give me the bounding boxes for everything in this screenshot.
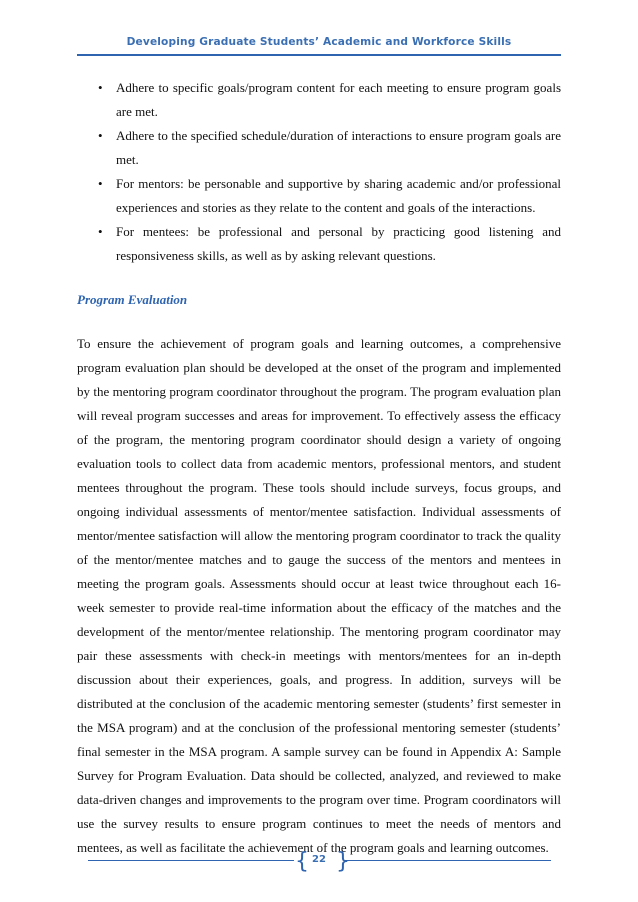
list-item-text: Adhere to the specified schedule/duration of interactions to ensure program goals are met. bbox=[116, 128, 561, 167]
list-item-text: For mentees: be professional and personal by practicing good listening and responsiveness skills, as well as by asking relevant questions. bbox=[116, 224, 561, 263]
footer-rule-left bbox=[88, 860, 294, 861]
section-heading: Program Evaluation bbox=[77, 292, 188, 307]
page-number: 22 bbox=[312, 854, 326, 865]
page-footer bbox=[0, 843, 638, 873]
list-item bbox=[77, 172, 561, 220]
running-header: Developing Graduate Students’ Academic and Workforce Skills bbox=[126, 36, 512, 48]
list-item-text: For mentors: be personable and supportive by sharing academic and/or professional experiences and stories as they relate to the content and goals of the interactions. bbox=[116, 176, 561, 215]
left-bracket-icon: { bbox=[295, 849, 309, 874]
footer-rule-right bbox=[344, 860, 551, 861]
list-item bbox=[77, 124, 561, 172]
bullet-icon: • bbox=[98, 80, 103, 95]
page-content bbox=[77, 76, 561, 860]
list-item-text: Adhere to specific goals/program content for each meeting to ensure program goals are met. bbox=[116, 80, 561, 119]
bullet-list bbox=[77, 76, 561, 268]
right-bracket-icon: } bbox=[336, 849, 350, 874]
bullet-icon: • bbox=[98, 224, 103, 239]
bullet-icon: • bbox=[98, 128, 103, 143]
bullet-icon: • bbox=[98, 176, 103, 191]
header-rule bbox=[77, 54, 561, 56]
list-item bbox=[77, 76, 561, 124]
body-paragraph: To ensure the achievement of program goals and learning outcomes, a comprehensive program evaluation plan should be developed at the onset of the program and implemented by the mentoring program coordinator throughout the program. The program evaluation plan will reveal program successes and areas for improvement. To effectively assess the efficacy of the program, the mentoring program coordinator should design a variety of ongoing evaluation tools to collect data from academic mentors, professional mentors, and student mentees throughout the program. These tools should include surveys, focus groups, and ongoing individual assessments of mentor/mentee satisfaction. Individual assessments of mentor/mentee satisfaction will allow the mentoring program coordinator to track the quality of the mentor/mentee matches and to gauge the success of the mentors and mentees in meeting the program goals. Assessments should occur at least twice throughout each 16-week semester to provide real-time information about the efficacy of the matches and the development of the mentor/mentee relationship. The mentoring program coordinator may pair these assessments with check-in meetings with mentors/mentees for an in-depth discussion about their experiences, goals, and progress. In addition, surveys will be distributed at the conclusion of the academic mentoring semester (students’ first semester in the MSA program) and at the conclusion of the professional mentoring semester (students’ final semester in the MSA program. A sample survey can be found in Appendix A: Sample Survey for Program Evaluation. Data should be collected, analyzed, and reviewed to make data-driven changes and improvements to the program over time. Program coordinators will use the survey results to ensure program continues to meet the needs of mentors and mentees, as well as facilitate the achievement of the program goals and learning outcomes. bbox=[77, 336, 561, 855]
list-item bbox=[77, 220, 561, 268]
